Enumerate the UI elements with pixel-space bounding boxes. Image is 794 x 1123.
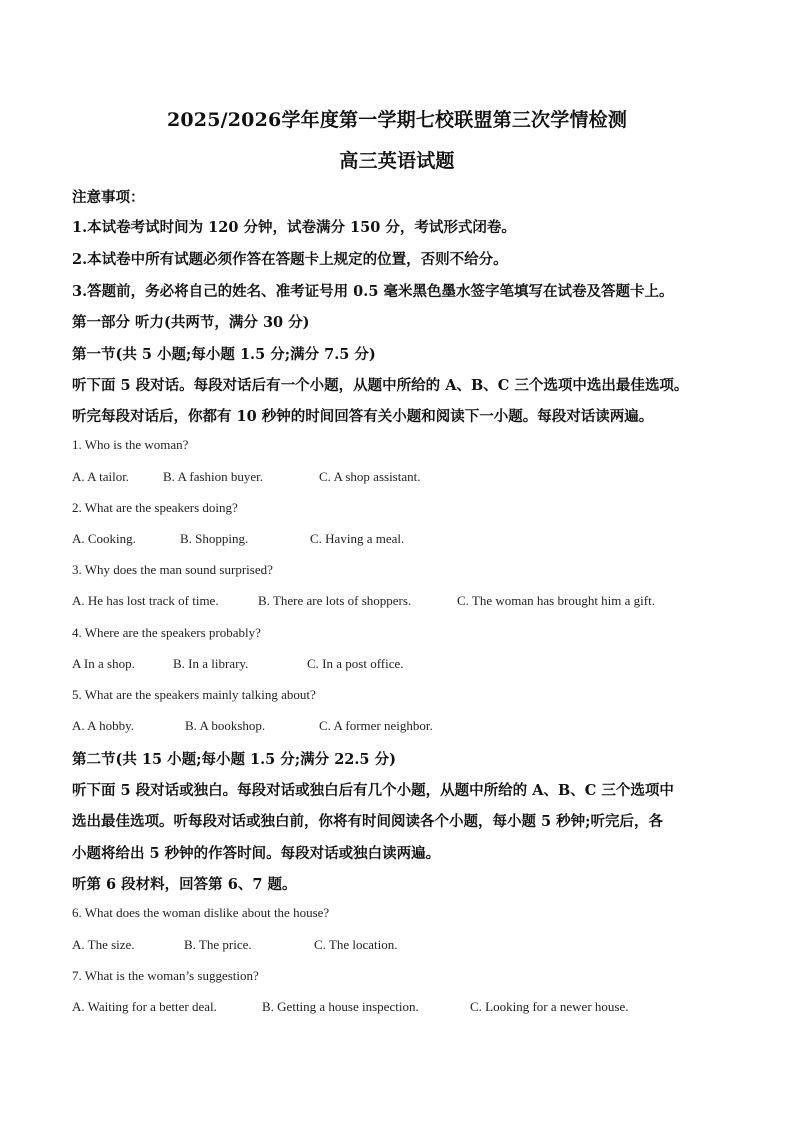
part1-heading: 第一部分 听力(共两节，满分 30 分) — [72, 314, 310, 331]
exam-title: 2025/2026学年度第一学期七校联盟第三次学情检测 — [166, 109, 628, 131]
option-b: B. Getting a house inspection. — [262, 999, 419, 1014]
question-3: 3. Why does the man sound surprised? — [72, 562, 273, 577]
notice-item-3: 3.答题前，务必将自己的姓名、准考证号用 0.5 毫米黑色墨水签字笔填写在试卷及答题卡上。 — [72, 283, 674, 300]
section2-instruction-2: 选出最佳选项。听每段对话或独白前，你将有时间阅读各个小题，每小题 5 秒钟;听完后，各 — [72, 813, 664, 830]
option-b: B. A bookshop. — [185, 718, 266, 733]
option-c: C. A shop assistant. — [319, 469, 421, 484]
option-c: C. A former neighbor. — [319, 718, 433, 733]
section1-instruction-2: 听完每段对话后，你都有 10 秒钟的时间回答有关小题和阅读下一小题。每段对话读两遍。 — [72, 408, 654, 425]
option-a: A. A hobby. — [72, 718, 134, 733]
option-c: C. Looking for a newer house. — [470, 999, 629, 1014]
question-2: 2. What are the speakers doing? — [72, 500, 238, 515]
option-a: A. He has lost track of time. — [72, 593, 219, 608]
option-a: A. Waiting for a better deal. — [72, 999, 217, 1014]
option-c: C. Having a meal. — [310, 531, 405, 546]
option-b: B. In a library. — [173, 656, 249, 671]
option-c: C. The location. — [314, 937, 398, 952]
option-a: A. The size. — [72, 937, 135, 952]
section2-instruction-1: 听下面 5 段对话或独白。每段对话或独白后有几个小题，从题中所给的 A、B、C 三个选项中 — [72, 782, 674, 799]
option-a: A. A tailor. — [72, 469, 130, 484]
section2-instruction-3: 小题将给出 5 秒钟的作答时间。每段对话或独白读两遍。 — [72, 845, 441, 862]
notice-heading: 注意事项： — [72, 189, 145, 206]
option-b: B. The price. — [184, 937, 252, 952]
material-6-heading: 听第 6 段材料，回答第 6、7 题。 — [72, 876, 297, 893]
exam-subtitle: 高三英语试题 — [339, 150, 455, 172]
section2-heading: 第二节(共 15 小题;每小题 1.5 分;满分 22.5 分) — [72, 751, 396, 768]
question-5: 5. What are the speakers mainly talking about? — [72, 687, 316, 702]
option-c: C. The woman has brought him a gift. — [457, 593, 655, 608]
section1-heading: 第一节(共 5 小题;每小题 1.5 分;满分 7.5 分) — [72, 346, 376, 363]
question-7: 7. What is the woman’s suggestion? — [72, 968, 259, 983]
option-a: A. Cooking. — [72, 531, 136, 546]
notice-item-1: 1.本试卷考试时间为 120 分钟，试卷满分 150 分，考试形式闭卷。 — [72, 219, 516, 236]
notice-item-2: 2.本试卷中所有试题必须作答在答题卡上规定的位置，否则不给分。 — [72, 251, 508, 268]
question-1: 1. Who is the woman? — [72, 437, 189, 452]
option-a: A In a shop. — [72, 656, 135, 671]
option-c: C. In a post office. — [307, 656, 404, 671]
question-6: 6. What does the woman dislike about the house? — [72, 905, 330, 920]
option-b: B. Shopping. — [180, 531, 249, 546]
section1-instruction-1: 听下面 5 段对话。每段对话后有一个小题，从题中所给的 A、B、C 三个选项中选出最佳选项。 — [72, 377, 689, 394]
option-b: B. A fashion buyer. — [163, 469, 264, 484]
option-b: B. There are lots of shoppers. — [258, 593, 412, 608]
question-4: 4. Where are the speakers probably? — [72, 625, 261, 640]
